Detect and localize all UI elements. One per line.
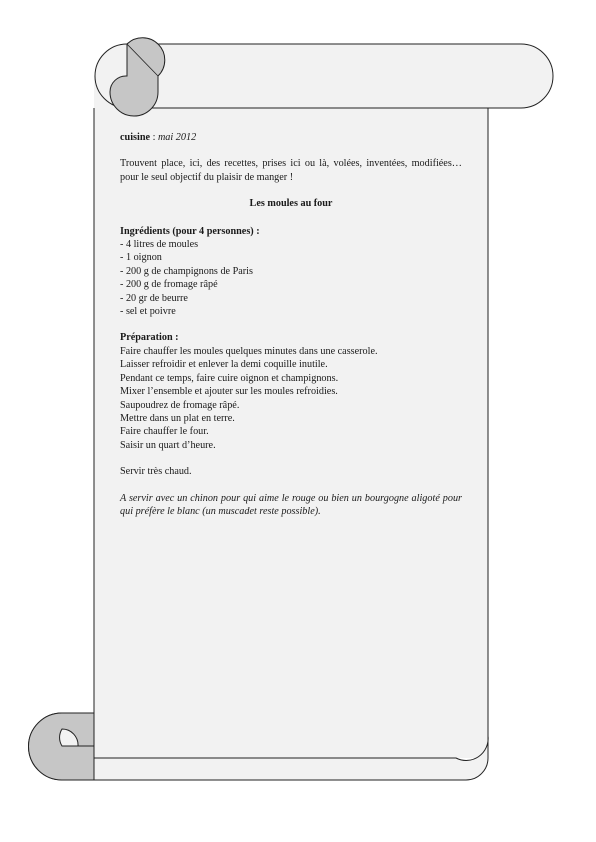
- preparation-heading: Préparation :: [120, 332, 179, 344]
- preparation-step: Laisser refroidir et enlever la demi coquille inutile.: [120, 359, 328, 371]
- ingredient-item: - sel et poivre: [120, 306, 176, 318]
- preparation-step: Pendant ce temps, faire cuire oignon et champignons.: [120, 372, 339, 384]
- wine-pairing-note: A servir avec un chinon pour qui aime le rouge ou bien un bourgogne aligoté pour qui préfère le blanc (un muscadet reste possible).: [120, 492, 462, 517]
- preparation-step: Mixer l’ensemble et ajouter sur les moules refroidies.: [120, 386, 338, 398]
- bottom-curl: [29, 713, 95, 780]
- ingredients-section: [120, 225, 462, 319]
- document-header: [120, 131, 462, 144]
- preparation-step: Mettre dans un plat en terre.: [120, 412, 235, 424]
- preparation-section: [120, 331, 462, 452]
- ingredients-heading: Ingrédients (pour 4 personnes) :: [120, 225, 260, 237]
- ingredient-item: - 4 litres de moules: [120, 239, 199, 251]
- ingredient-item: - 20 gr de beurre: [120, 292, 188, 304]
- ingredient-item: - 1 oignon: [120, 252, 162, 264]
- category-label: cuisine: [120, 132, 151, 143]
- serving-note: Servir très chaud.: [120, 466, 192, 478]
- publication-date: mai 2012: [157, 132, 197, 143]
- ingredient-item: - 200 g de fromage râpé: [120, 279, 218, 291]
- header-separator: :: [150, 132, 158, 143]
- recipe-title: Les moules au four: [249, 198, 333, 210]
- preparation-step: Faire chauffer les moules quelques minutes dans une casserole.: [120, 345, 378, 357]
- ingredients-list: [120, 238, 462, 318]
- preparation-step: Saupoudrez de fromage râpé.: [120, 399, 240, 411]
- ingredient-item: - 200 g de champignons de Paris: [120, 265, 253, 277]
- preparation-step: Saisir un quart d’heure.: [120, 439, 216, 451]
- intro-paragraph: Trouvent place, ici, des recettes, prises ici ou là, volées, inventées, modifiées… pour le seul objectif du plaisir de manger !: [120, 158, 462, 183]
- preparation-step: Faire chauffer le four.: [120, 426, 209, 438]
- preparation-steps: [120, 345, 462, 452]
- recipe-document: [120, 131, 462, 518]
